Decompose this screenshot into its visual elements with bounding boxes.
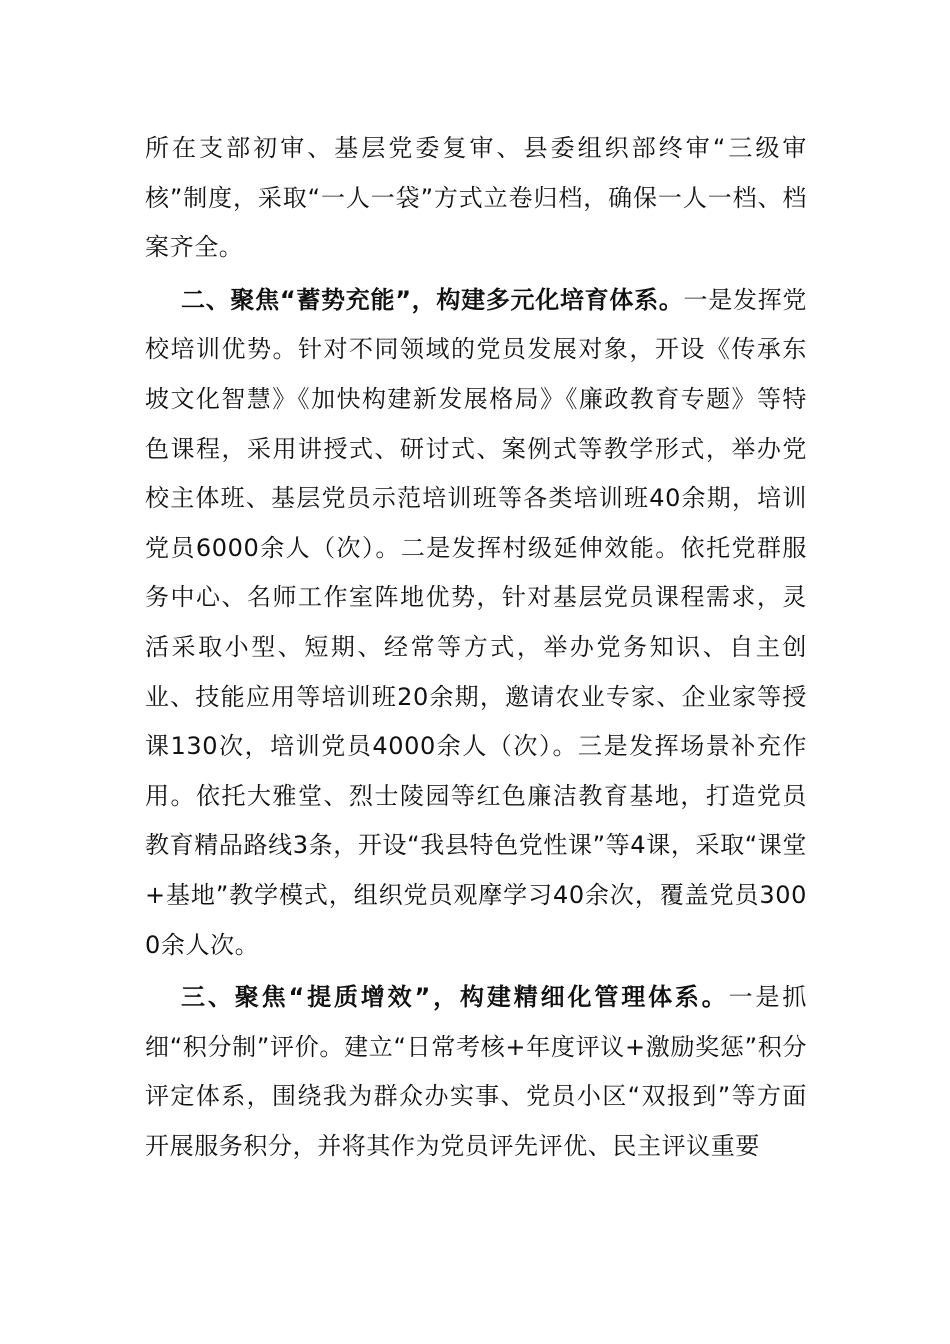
paragraph-text: 一是抓细“积分制”评价。建立“日常考核+年度评议+激励奖惩”积分评定体系，围绕我为群众办实事、党员小区“双报到”等方面开展服务积分，并将其作为党员评先评优、民主评议重要 bbox=[145, 983, 807, 1160]
paragraph-text: 一是发挥党校培训优势。针对不同领域的党员发展对象，开设《传承东坡文化智慧》《加快构建新发展格局》《廉政教育专题》等特色课程，采用讲授式、研讨式、案例式等教学形式，举办党校主体班、基层党员示范培训班等各类培训班40余期，培训党员6000余人（次）。二是发挥村级延伸效能。依托党群服务中心、名师工作室阵地优势，针对基层党员课程需求，灵活采取小型、短期、经常等方式，举办党务知识、自主创业、技能应用等培训班20余期，邀请农业专家、企业家等授课130次，培训党员4000余人（次）。三是发挥场景补充作用。依托大雅堂、烈士陵园等红色廉洁教育基地，打造党员教育精品路线3条，开设“我县特色党性课”等4课，采取“课堂+基地”教学模式，组织党员观摩学习40余次，覆盖党员3000余人次。 bbox=[145, 285, 808, 959]
section-two-heading: 二、聚焦“蓄势充能”，构建多元化培育体系。 bbox=[181, 285, 684, 314]
paragraph-section-three bbox=[145, 973, 807, 1171]
section-three-heading: 三、聚焦“提质增效”，构建精细化管理体系。 bbox=[181, 983, 729, 1012]
document-page bbox=[145, 124, 807, 1171]
paragraph-continuation bbox=[145, 124, 807, 273]
paragraph-section-two bbox=[145, 276, 807, 970]
paragraph-text: 所在支部初审、基层党委复审、县委组织部终审“三级审核”制度，采取“一人一袋”方式立卷归档，确保一人一档、档案齐全。 bbox=[145, 134, 807, 262]
